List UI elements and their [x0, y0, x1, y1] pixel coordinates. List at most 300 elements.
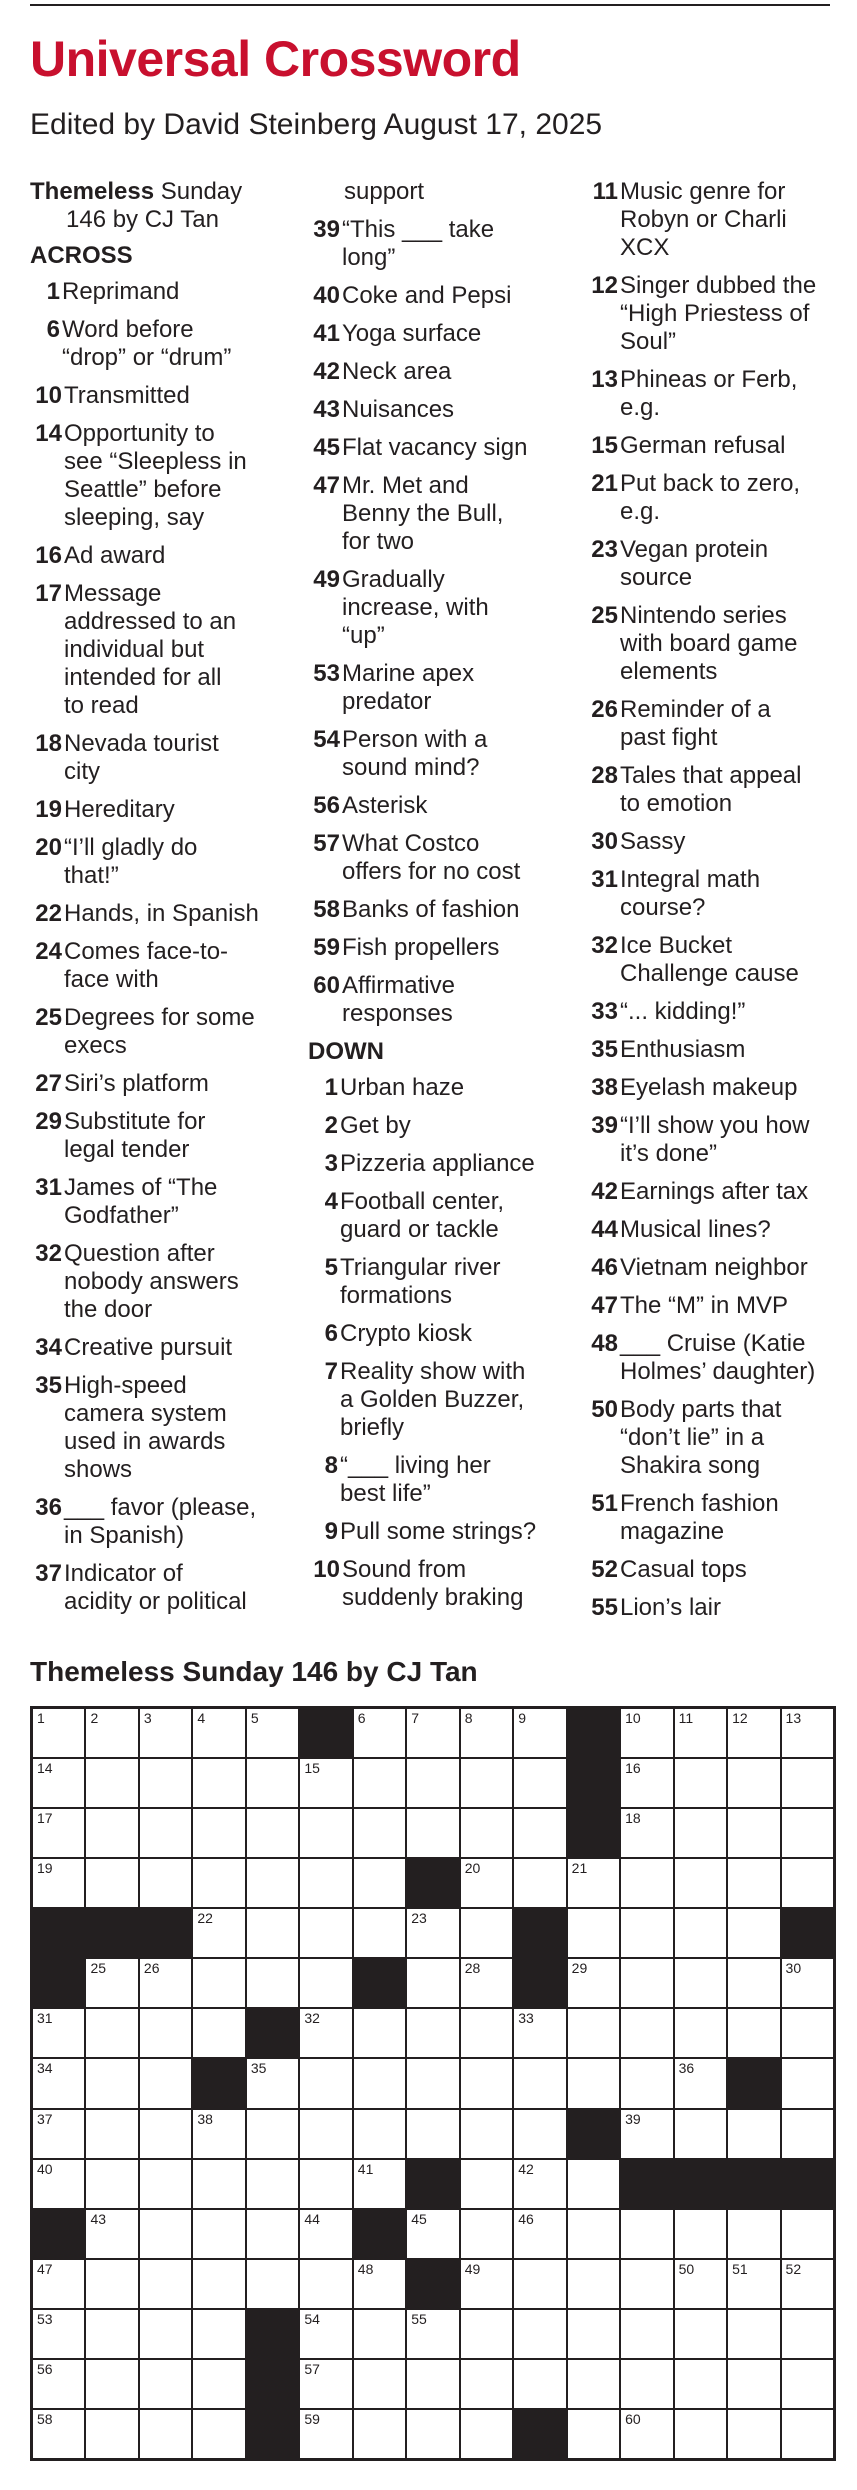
down-clues-part-2: [586, 178, 848, 1622]
clue-item: [30, 1372, 292, 1484]
grid-cell[interactable]: [460, 1808, 513, 1858]
clue-item: [586, 696, 848, 752]
grid-cell[interactable]: [406, 2309, 459, 2359]
clue-item: [30, 1334, 292, 1362]
grid-cell[interactable]: [246, 2209, 299, 2259]
clue-number-spacer: [586, 630, 618, 658]
grid-cell[interactable]: [460, 2008, 513, 2058]
cell-number: 7: [411, 1710, 420, 1726]
black-square: [85, 1908, 138, 1958]
grid-cell[interactable]: [192, 2109, 245, 2159]
grid-cell[interactable]: [460, 2359, 513, 2409]
grid-cell[interactable]: [299, 2309, 352, 2359]
cell-number: 60: [625, 2410, 641, 2427]
clue-text-line: nobody answers: [64, 1268, 239, 1295]
cell-number: 43: [90, 2210, 107, 2227]
grid-cell[interactable]: [620, 1958, 673, 2008]
grid-cell[interactable]: [674, 2058, 727, 2108]
grid-cell[interactable]: [460, 1908, 513, 1958]
cell-number: 21: [571, 1860, 588, 1877]
grid-cell[interactable]: [353, 1758, 406, 1808]
grid-cell[interactable]: [781, 2359, 834, 2409]
grid-cell[interactable]: [85, 2209, 138, 2259]
grid-cell[interactable]: [674, 1758, 727, 1808]
grid-cell[interactable]: [406, 2359, 459, 2409]
black-square: [674, 2159, 727, 2209]
grid-cell[interactable]: [299, 2109, 352, 2159]
grid-cell[interactable]: [299, 2008, 352, 2058]
clue-number: 3: [324, 1150, 338, 1177]
grid-cell[interactable]: [192, 1958, 245, 2008]
clue-text-line: execs: [64, 1032, 127, 1059]
grid-cell[interactable]: [727, 2209, 780, 2259]
clue-text-line: to read: [64, 692, 139, 719]
grid-cell[interactable]: [192, 1858, 245, 1908]
grid-cell[interactable]: [139, 2309, 192, 2359]
grid-cell[interactable]: [192, 1908, 245, 1958]
clue-item: [586, 1490, 848, 1546]
clue-text-line: Sound from: [342, 1556, 467, 1583]
clue-text-line: responses: [342, 1000, 453, 1027]
grid-cell[interactable]: [85, 2409, 138, 2459]
clue-text-line: German refusal: [620, 432, 786, 459]
grid-cell[interactable]: [727, 1808, 780, 1858]
grid-cell[interactable]: [674, 2259, 727, 2309]
clue-number: 42: [313, 358, 340, 385]
grid-cell[interactable]: [620, 2058, 673, 2108]
clue-text-line: James of “The: [64, 1174, 218, 1201]
grid-cell[interactable]: [192, 2159, 245, 2209]
grid-cell[interactable]: [781, 2058, 834, 2108]
grid-cell[interactable]: [192, 2259, 245, 2309]
grid-cell[interactable]: [139, 2008, 192, 2058]
black-square: [246, 2359, 299, 2409]
grid-cell[interactable]: [246, 1758, 299, 1808]
grid-cell[interactable]: [674, 2109, 727, 2159]
grid-cell[interactable]: [139, 2159, 192, 2209]
grid-cell[interactable]: [299, 2209, 352, 2259]
grid-cell[interactable]: [727, 1958, 780, 2008]
grid-cell[interactable]: [460, 1858, 513, 1908]
clue-item: [586, 1556, 848, 1584]
grid-cell[interactable]: [620, 2259, 673, 2309]
grid-cell[interactable]: [781, 2008, 834, 2058]
grid-cell[interactable]: [192, 1758, 245, 1808]
grid-cell[interactable]: [727, 1908, 780, 1958]
grid-cell[interactable]: [460, 1708, 513, 1758]
clue-item: [586, 602, 848, 686]
grid-cell[interactable]: [32, 2309, 85, 2359]
grid-cell[interactable]: [567, 2309, 620, 2359]
grid-cell[interactable]: [567, 1908, 620, 1958]
grid-cell[interactable]: [406, 1808, 459, 1858]
clue-item: [586, 366, 848, 422]
grid-cell[interactable]: [674, 1808, 727, 1858]
grid-cell[interactable]: [139, 1858, 192, 1908]
clue-text-line: Substitute for: [64, 1108, 206, 1135]
grid-cell[interactable]: [353, 2109, 406, 2159]
grid-cell[interactable]: [299, 1958, 352, 2008]
clue-text-line: suddenly braking: [342, 1584, 524, 1611]
grid-cell[interactable]: [513, 1708, 566, 1758]
grid-cell[interactable]: [727, 1858, 780, 1908]
clue-number: 45: [313, 434, 340, 461]
grid-cell[interactable]: [460, 2309, 513, 2359]
grid-cell[interactable]: [246, 1958, 299, 2008]
grid-cell[interactable]: [674, 1708, 727, 1758]
clue-text-line: Robyn or Charli: [620, 206, 787, 233]
clue-item: [308, 1320, 570, 1348]
cell-number: 35: [250, 2060, 267, 2077]
clue-item: [586, 998, 848, 1026]
grid-cell[interactable]: [32, 2058, 85, 2108]
grid-cell[interactable]: [513, 1758, 566, 1808]
grid-cell[interactable]: [513, 2309, 566, 2359]
clue-item: [30, 1108, 292, 1164]
clue-item: [308, 972, 570, 1028]
grid-cell[interactable]: [353, 2309, 406, 2359]
grid-cell[interactable]: [727, 2359, 780, 2409]
clue-text-line: “up”: [342, 622, 385, 649]
grid-title: Themeless Sunday 146 by CJ Tan: [30, 1656, 478, 1687]
black-square: [353, 1958, 406, 2008]
grid-cell[interactable]: [620, 2008, 673, 2058]
grid-cell[interactable]: [85, 1958, 138, 2008]
clue-number: 56: [313, 792, 340, 819]
clue-text-line: increase, with: [342, 594, 489, 621]
clues-column-1: [30, 178, 292, 1626]
grid-cell[interactable]: [406, 2209, 459, 2259]
clue-number-spacer: [308, 1414, 338, 1442]
clue-number: 60: [313, 972, 340, 999]
grid-cell[interactable]: [139, 2209, 192, 2259]
grid-cell[interactable]: [406, 1708, 459, 1758]
clue-number-spacer: [308, 1584, 340, 1612]
grid-cell[interactable]: [781, 2309, 834, 2359]
grid-cell[interactable]: [513, 1858, 566, 1908]
grid-cell[interactable]: [299, 2359, 352, 2409]
grid-cell[interactable]: [781, 2109, 834, 2159]
grid-cell[interactable]: [32, 2409, 85, 2459]
clue-number: 49: [313, 566, 340, 593]
grid-cell[interactable]: [620, 1858, 673, 1908]
grid-cell[interactable]: [567, 2159, 620, 2209]
grid-cell[interactable]: [567, 1958, 620, 2008]
clue-number: 47: [591, 1292, 618, 1319]
grid-cell[interactable]: [781, 1958, 834, 2008]
clue-text-line: Enthusiasm: [620, 1036, 746, 1063]
cell-number: 58: [37, 2410, 53, 2427]
grid-cell[interactable]: [85, 1808, 138, 1858]
grid-cell[interactable]: [513, 2058, 566, 2108]
grid-cell[interactable]: [406, 1958, 459, 2008]
grid-cell[interactable]: [32, 1808, 85, 1858]
page-title: Universal Crossword: [30, 31, 521, 87]
clue-number-spacer: [308, 594, 340, 622]
grid-cell[interactable]: [139, 2409, 192, 2459]
clue-item: [30, 382, 292, 410]
grid-cell[interactable]: [674, 1958, 727, 2008]
grid-cell[interactable]: [85, 1758, 138, 1808]
clue-item: [308, 726, 570, 782]
grid-cell[interactable]: [139, 1958, 192, 2008]
grid-cell[interactable]: [674, 2309, 727, 2359]
clue-text-line: Person with a: [342, 726, 488, 753]
grid-cell[interactable]: [727, 2109, 780, 2159]
grid-cell[interactable]: [781, 2209, 834, 2259]
grid-cell[interactable]: [406, 2058, 459, 2108]
grid-cell[interactable]: [460, 2409, 513, 2459]
grid-cell[interactable]: [460, 2259, 513, 2309]
grid-cell[interactable]: [674, 2409, 727, 2459]
grid-cell[interactable]: [674, 1908, 727, 1958]
grid-cell[interactable]: [32, 1858, 85, 1908]
clue-text-line: long”: [342, 244, 396, 271]
grid-cell[interactable]: [299, 2409, 352, 2459]
grid-cell[interactable]: [567, 2008, 620, 2058]
clue-text-line: Body parts that: [620, 1396, 782, 1423]
clue-text-line: XCX: [620, 234, 670, 261]
clue-text-line: Yoga surface: [342, 320, 482, 347]
grid-cell[interactable]: [406, 2008, 459, 2058]
grid-cell[interactable]: [620, 2109, 673, 2159]
grid-cell[interactable]: [32, 1708, 85, 1758]
grid-cell[interactable]: [567, 2409, 620, 2459]
grid-cell[interactable]: [727, 2259, 780, 2309]
grid-cell[interactable]: [32, 2008, 85, 2058]
black-square: [567, 1708, 620, 1758]
clue-number: 39: [591, 1112, 618, 1139]
clue-text-line: used in awards: [64, 1428, 226, 1455]
grid-cell[interactable]: [353, 2058, 406, 2108]
clue-text-line: ___ favor (please,: [64, 1494, 257, 1521]
grid-cell[interactable]: [246, 2159, 299, 2209]
clue-text-line: addressed to an: [64, 608, 237, 635]
clue-item: [308, 1518, 570, 1546]
grid-cell[interactable]: [620, 1908, 673, 1958]
grid-cell[interactable]: [567, 2209, 620, 2259]
clue-text-line: Reprimand: [62, 278, 180, 305]
grid-cell[interactable]: [620, 1708, 673, 1758]
grid-cell[interactable]: [32, 2109, 85, 2159]
cell-number: 9: [518, 1710, 526, 1726]
clue-number-spacer: [586, 206, 618, 234]
grid-cell[interactable]: [674, 2209, 727, 2259]
grid-cell[interactable]: [620, 1758, 673, 1808]
grid-cell[interactable]: [32, 2359, 85, 2409]
grid-cell[interactable]: [246, 1708, 299, 1758]
grid-cell[interactable]: [85, 1708, 138, 1758]
grid-cell[interactable]: [781, 2259, 834, 2309]
grid-cell[interactable]: [353, 2159, 406, 2209]
grid-cell[interactable]: [299, 2058, 352, 2108]
grid-cell[interactable]: [727, 2008, 780, 2058]
grid-cell[interactable]: [299, 2159, 352, 2209]
grid-cell[interactable]: [192, 2409, 245, 2459]
grid-cell[interactable]: [674, 2359, 727, 2409]
grid-cell[interactable]: [353, 1858, 406, 1908]
grid-cell[interactable]: [192, 1708, 245, 1758]
cell-number: 17: [37, 1810, 53, 1827]
grid-cell[interactable]: [139, 1758, 192, 1808]
clue-item: [586, 828, 848, 856]
grid-cell[interactable]: [406, 1758, 459, 1808]
grid-cell[interactable]: [727, 1708, 780, 1758]
grid-cell[interactable]: [406, 2109, 459, 2159]
grid-cell[interactable]: [32, 1758, 85, 1808]
clue-number: 29: [35, 1108, 62, 1135]
clue-number: 46: [591, 1254, 618, 1281]
clue-text-line: intended for all: [64, 664, 222, 691]
grid-cell[interactable]: [85, 2008, 138, 2058]
grid-cell[interactable]: [460, 2058, 513, 2108]
byline-bold: Themeless: [30, 178, 155, 205]
black-square: [406, 1858, 459, 1908]
grid-cell[interactable]: [139, 1708, 192, 1758]
grid-cell[interactable]: [353, 2008, 406, 2058]
clue-number-spacer: [30, 1296, 62, 1324]
clue-text-line: sleeping, say: [64, 504, 205, 531]
grid-cell[interactable]: [85, 2259, 138, 2309]
clue-text-line: Integral math: [620, 866, 761, 893]
grid-cell[interactable]: [781, 1758, 834, 1808]
grid-cell[interactable]: [620, 2209, 673, 2259]
clue-text-line: Football center,: [340, 1188, 505, 1215]
grid-cell[interactable]: [192, 2309, 245, 2359]
cell-number: 37: [37, 2110, 53, 2127]
grid-cell[interactable]: [299, 1758, 352, 1808]
grid-cell[interactable]: [192, 1808, 245, 1858]
grid-cell[interactable]: [781, 1858, 834, 1908]
grid-cell[interactable]: [246, 2109, 299, 2159]
grid-cell[interactable]: [299, 2259, 352, 2309]
clue-item: [308, 472, 570, 556]
cell-number: 15: [304, 1760, 320, 1777]
black-square: [246, 2309, 299, 2359]
grid-cell[interactable]: [299, 1908, 352, 1958]
clue-text-line: Crypto kiosk: [340, 1320, 473, 1347]
clue-text-line: Challenge cause: [620, 960, 799, 987]
grid-cell[interactable]: [567, 1858, 620, 1908]
grid-cell[interactable]: [353, 1808, 406, 1858]
down-clues-part-1: [308, 1074, 570, 1612]
cell-number: 22: [197, 1910, 213, 1927]
grid-cell[interactable]: [32, 2159, 85, 2209]
grid-cell[interactable]: [460, 2109, 513, 2159]
clue-text-line: Marine apex: [342, 660, 475, 687]
grid-cell[interactable]: [513, 1808, 566, 1858]
grid-cell[interactable]: [139, 2359, 192, 2409]
clue-number-spacer: [30, 692, 62, 720]
clue-number-spacer: [30, 608, 62, 636]
grid-cell[interactable]: [353, 2409, 406, 2459]
grid-cell[interactable]: [567, 2359, 620, 2409]
grid-cell[interactable]: [192, 2359, 245, 2409]
grid-cell[interactable]: [513, 2109, 566, 2159]
grid-cell[interactable]: [567, 2259, 620, 2309]
grid-cell[interactable]: [567, 2058, 620, 2108]
grid-cell[interactable]: [246, 2058, 299, 2108]
clue-text-line: predator: [342, 688, 432, 715]
grid-cell[interactable]: [299, 1808, 352, 1858]
grid-cell[interactable]: [620, 2309, 673, 2359]
grid-cell[interactable]: [139, 1808, 192, 1858]
grid-cell[interactable]: [620, 2409, 673, 2459]
clue-number: 6: [46, 316, 60, 343]
cell-number: 54: [304, 2310, 320, 2327]
grid-cell[interactable]: [513, 2359, 566, 2409]
clue-text-line: Vietnam neighbor: [620, 1254, 808, 1281]
grid-cell[interactable]: [85, 2159, 138, 2209]
grid-cell[interactable]: [620, 1808, 673, 1858]
clue-number: 32: [35, 1240, 62, 1267]
grid-cell[interactable]: [460, 2209, 513, 2259]
black-square: [567, 1808, 620, 1858]
grid-cell[interactable]: [353, 2259, 406, 2309]
grid-cell[interactable]: [192, 2209, 245, 2259]
grid-cell[interactable]: [406, 2409, 459, 2459]
black-square: [246, 2008, 299, 2058]
grid-cell[interactable]: [727, 1758, 780, 1808]
grid-cell[interactable]: [674, 2008, 727, 2058]
grid-cell[interactable]: [299, 1858, 352, 1908]
grid-cell[interactable]: [246, 1858, 299, 1908]
cell-number: 52: [785, 2260, 802, 2277]
grid-cell[interactable]: [513, 2008, 566, 2058]
grid-cell[interactable]: [781, 1708, 834, 1758]
grid-cell[interactable]: [85, 2309, 138, 2359]
grid-cell[interactable]: [781, 2409, 834, 2459]
grid-cell[interactable]: [85, 2359, 138, 2409]
grid-cell[interactable]: [460, 1958, 513, 2008]
clue-number-spacer: [586, 658, 618, 686]
grid-cell[interactable]: [85, 2109, 138, 2159]
grid-cell[interactable]: [406, 1908, 459, 1958]
grid-cell[interactable]: [246, 2259, 299, 2309]
grid-cell[interactable]: [246, 1908, 299, 1958]
grid-cell[interactable]: [674, 1858, 727, 1908]
grid-cell[interactable]: [353, 1908, 406, 1958]
grid-cell[interactable]: [513, 2159, 566, 2209]
grid-cell[interactable]: [139, 2109, 192, 2159]
clue-number: 27: [35, 1070, 62, 1097]
grid-cell[interactable]: [85, 2058, 138, 2108]
grid-cell[interactable]: [246, 1808, 299, 1858]
grid-cell[interactable]: [353, 1708, 406, 1758]
grid-cell[interactable]: [192, 2008, 245, 2058]
puzzle-byline: [30, 178, 292, 234]
grid-cell[interactable]: [460, 1758, 513, 1808]
clue-number: 41: [313, 320, 340, 347]
grid-cell[interactable]: [353, 2359, 406, 2409]
clue-item: [308, 660, 570, 716]
grid-cell[interactable]: [460, 2159, 513, 2209]
black-square: [727, 2058, 780, 2108]
grid-cell[interactable]: [513, 2259, 566, 2309]
clue-number: 24: [35, 938, 62, 965]
grid-cell[interactable]: [139, 2259, 192, 2309]
crossword-grid[interactable]: [30, 1706, 836, 2461]
grid-cell[interactable]: [32, 2259, 85, 2309]
clue-text-line: Godfather”: [64, 1202, 179, 1229]
grid-cell[interactable]: [727, 2309, 780, 2359]
grid-cell[interactable]: [85, 1858, 138, 1908]
grid-cell[interactable]: [139, 2058, 192, 2108]
grid-cell[interactable]: [513, 2209, 566, 2259]
grid-cell[interactable]: [727, 2409, 780, 2459]
grid-cell[interactable]: [781, 1808, 834, 1858]
grid-cell[interactable]: [620, 2359, 673, 2409]
